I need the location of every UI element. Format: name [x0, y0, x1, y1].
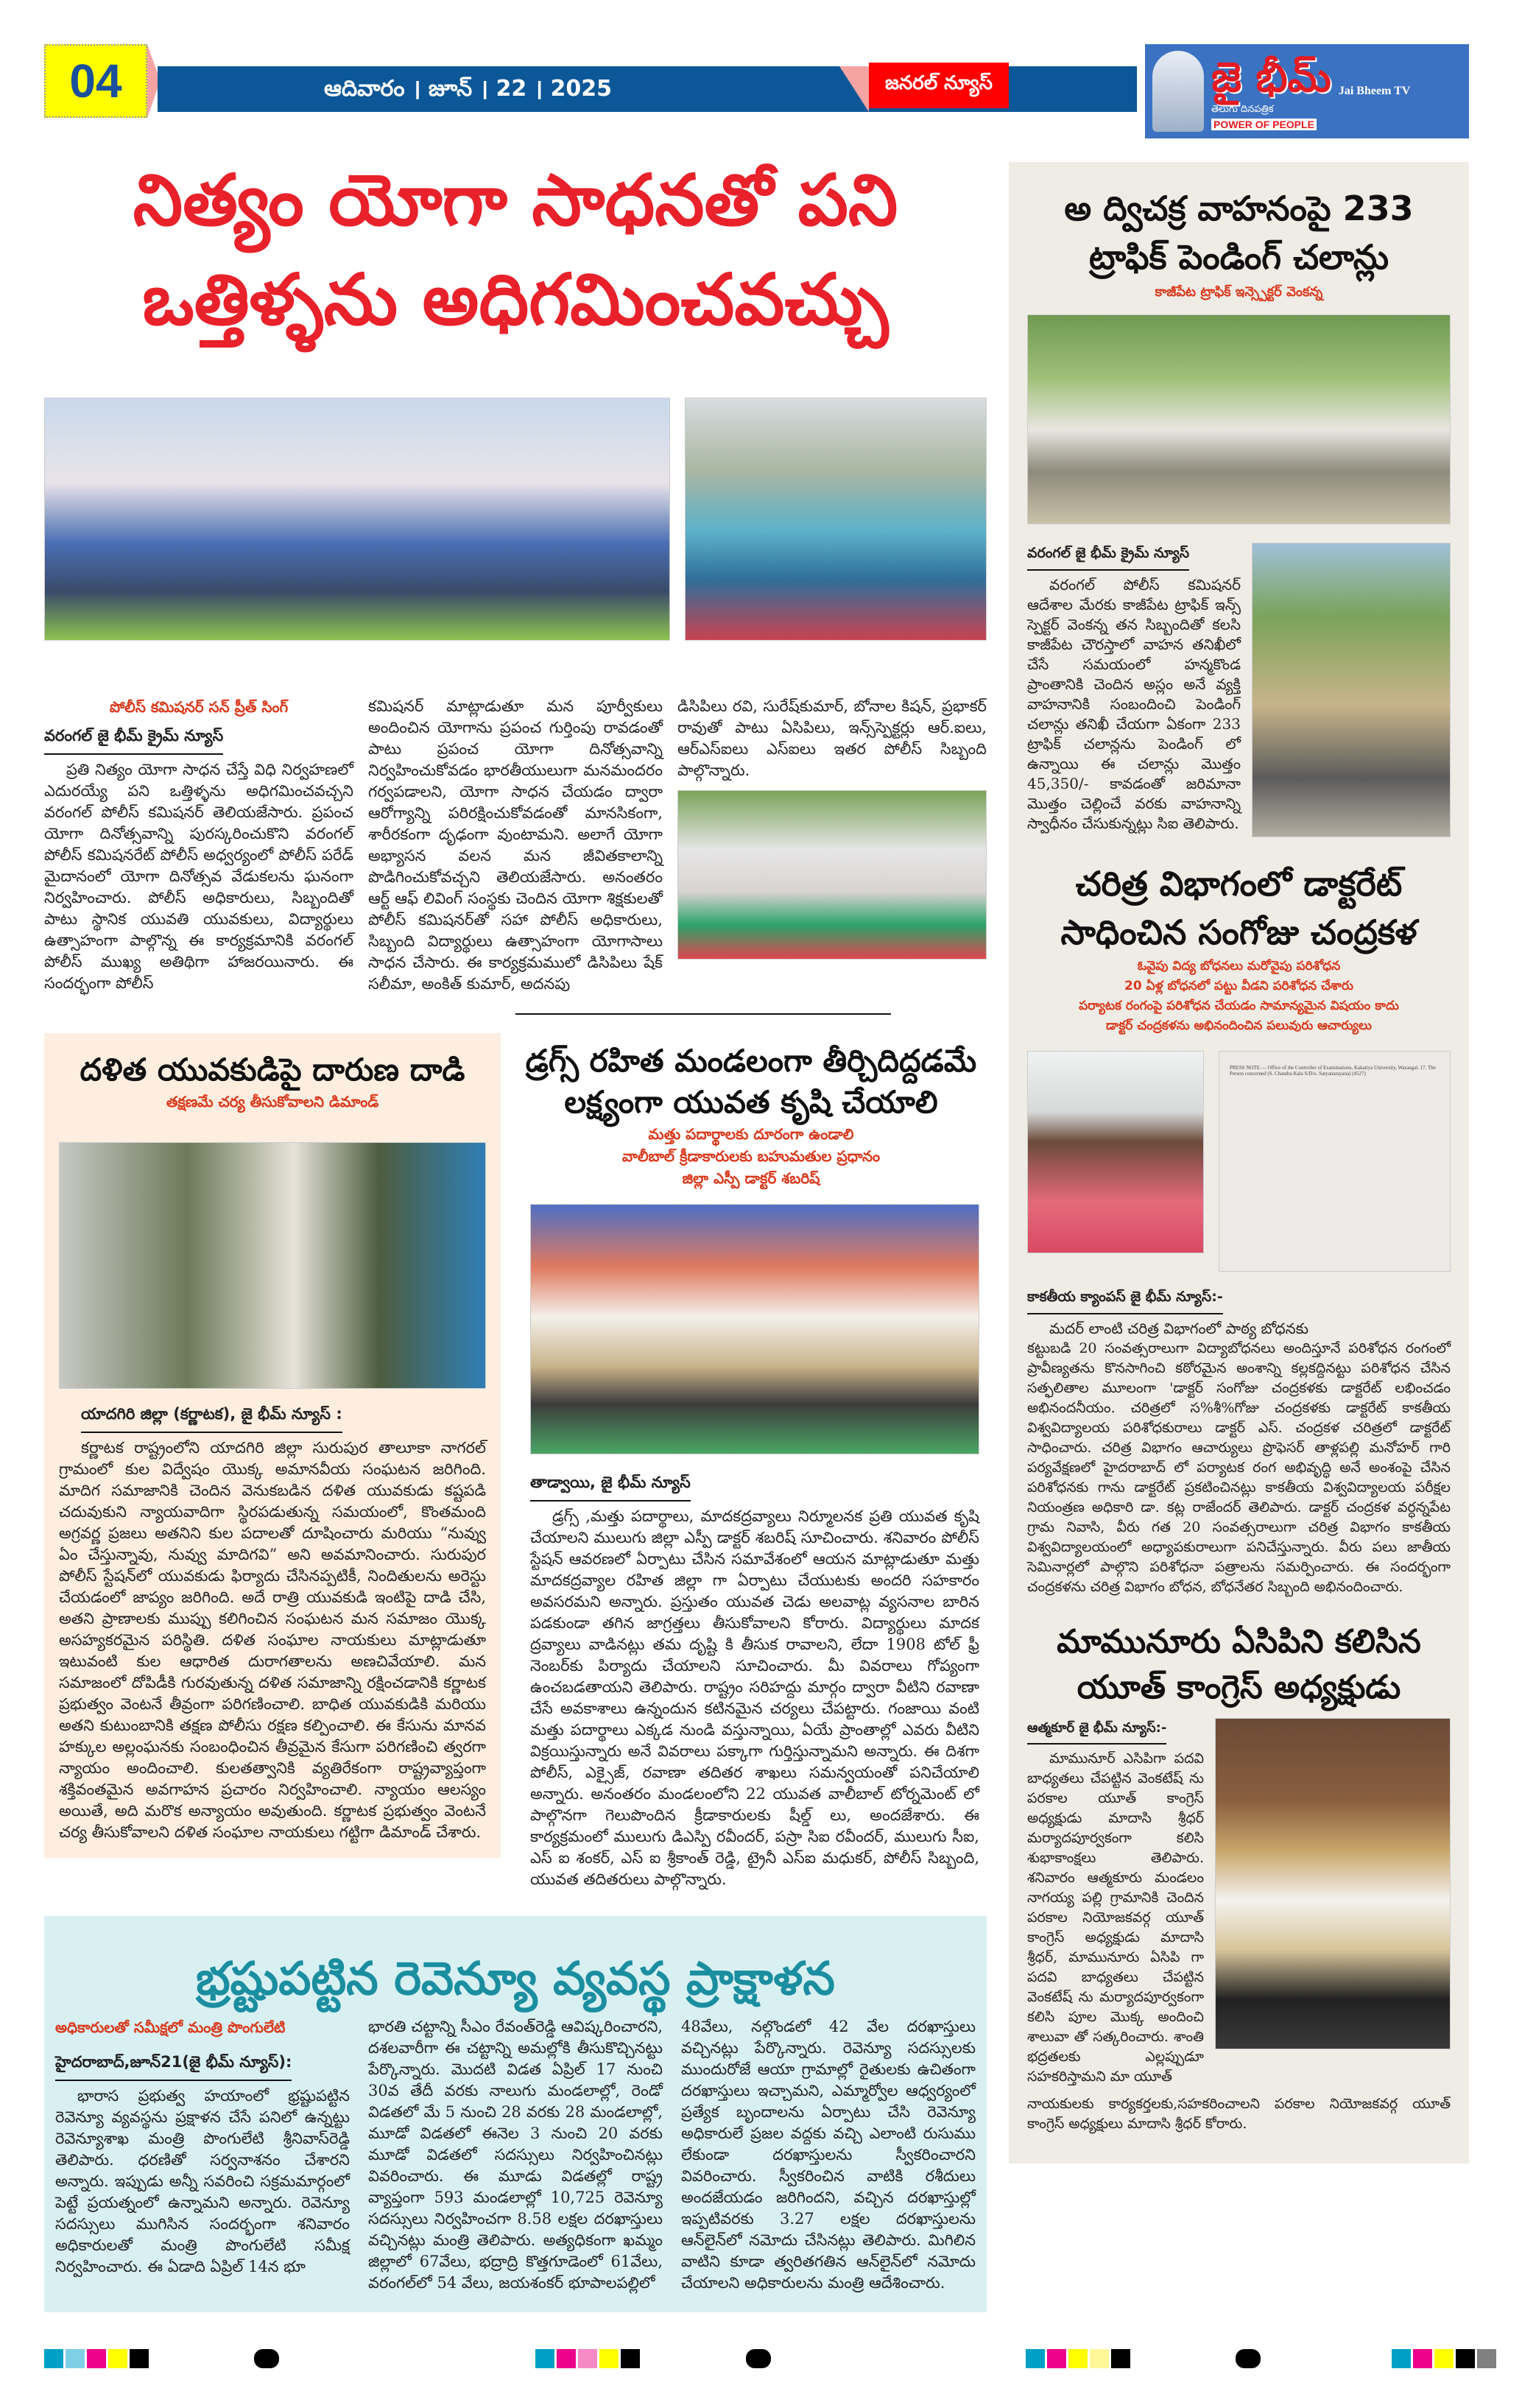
chandrakala-portrait [1027, 1051, 1204, 1253]
dalit-body: కర్ణాటక రాష్ట్రంలోని యాదగిరి జిల్లా సురుపుర తాలూకా నాగరల్ గ్రామంలో కుల విద్వేషం యొక్క అమానవీయ సంఘటన జరిగింది. మాదిగ సమాజానికి చెందిన వెనుకబడిన దళిత యువకుడు కష్టపడి చదువుకుని న్యాయవాదిగా స్థిరపడుతున్న సమయంలో, కొంతమంది అగ్రవర్ణ ప్రజలు అతనిని కుల పదాలతో దూషించారు మరియు “నువ్వు ఏం చేస్తున్నావు, నువ్వు మాదిగవి” అని అవమానించారు. సురుపుర పోలీస్ స్టేషన్‌లో యువకుడు ఫిర్యాదు చేసినప్పటికీ, నిందితులను అరెస్టు చేయడంలో జాప్యం జరిగింది. అదే రాత్రి యువకుడి ఇంటిపై దాడి చేసి, అతని ప్రాణాలకు ముప్పు కలిగించిన సంఘటన మన సమాజం యొక్క అసహ్యకరమైన పరిస్థితి. దళిత సంఘాల నాయకులు మాట్లాడుతూ ఇటువంటి కుల ఆధారిత దురాగతాలను అణచివేయాలి. మన సమాజంలో దోపిడీకి గురవుతున్న దళిత సమాజాన్ని రక్షించడానికి కర్ణాటక ప్రభుత్వం వెంటనే తీవ్రంగా పరిగణించాలి. బాధిత యువకుడికి మరియు అతని కుటుంబానికి తక్షణ పోలీసు రక్షణ కల్పించాలి. ఈ కేసును మానవ హక్కుల అల్లంఘనకు సంబంధించిన తీవ్రమైన కేసుగా పరిగణించి త్వరగా న్యాయం అందించాలి. కులతత్వానికి వ్యతిరేకంగా రాష్ట్రవ్యాప్తంగా శక్తివంతమైన అవగాహన ప్రచారం నిర్వహించాలి. న్యాయం ఆలస్యం అయితే, అది మరొక అన్యాయం అవుతుంది. కర్ణాటక ప్రభుత్వం వెంటనే చర్య తీసుకోవాలని దళిత సంఘాల నాయకులు గట్టిగా డిమాండ్ చేశారు. [59, 1439, 486, 1841]
dalit-dateline: యాదగిరి జిల్లా (కర్ణాటక), జై భీమ్ న్యూస్ : [81, 1405, 342, 1433]
youth-body: మామునూర్ ఎసిపిగా పదవి బాధ్యతలు చేపట్టిన వెంకటేష్ ను పరకాల యూత్ కాంగ్రెస్ అధ్యక్షుడు మాదాసి శ్రీధర్ మర్యాదపూర్వకంగా కలిసి శుభాకాంక్షలు తెలిపారు. శనివారం ఆత్మకూరు మండలం నాగయ్య పల్లి గ్రామానికి చెందిన పరకాల నియోజకవర్గ యూత్ కాంగ్రెస్ అధ్యక్షుడు మాదాసి శ్రీధర్, మామునూరు ఏసిపి గా పదవి బాధ్యతలు చేపట్టిన వెంకటేష్ ను మర్యాదపూర్వకంగా కలిసి పూల మొక్క అందించి శాలువా తో సత్కరించారు. శాంతి భద్రతలకు ఎల్లప్పుడూ సహకరిస్తామని మా యూత్ [1027, 1750, 1204, 2085]
page-header [0, 0, 1522, 151]
color-swatch [1456, 2349, 1475, 2368]
logo-tv: Jai Bheem TV [1338, 85, 1411, 97]
logo-tagline: తెలుగు దినపత్రిక [1211, 103, 1274, 115]
drugs-body-column [515, 1454, 987, 1890]
registration-mark [1236, 2349, 1261, 2368]
right-column [1009, 162, 1469, 2164]
color-swatch [130, 2349, 149, 2368]
youth-body-end: నాయకులకు కార్యకర్తలకు,సహకరించాలని పరకాల నియోజకవర్గ యూత్ కాంగ్రెస్ అధ్యక్షులు మాదాసి శ్రీధర్ కోరారు. [1027, 2096, 1451, 2132]
doctorate-story [1027, 859, 1451, 1036]
revenue-col-1 [55, 2012, 350, 2278]
section-tag: జనరల్ న్యూస్ [869, 63, 1009, 108]
yoga-body-3: డిసిపిలు రవి, సురేష్‌కుమార్, బోనాల కిషన్, ప్రభాకర్ రావుతో పాటు ఏసిపిలు, ఇన్స్‌స్పెక్టర్లు ఆర్.ఐలు, ఆర్ఎస్ఐలు ఎస్ఐలు ఇతర పోలీస్ సిబ్బంది పాల్గొన్నారు. [677, 697, 987, 779]
registration-bars-4 [1392, 2349, 1496, 2368]
doctorate-narrow-column [1027, 1286, 1451, 1339]
revenue-story-box [44, 1916, 987, 2312]
color-swatch [1026, 2349, 1045, 2368]
traffic-dateline: వరంగల్ జై భీమ్ క్రైమ్ న్యూస్ [1027, 545, 1189, 571]
revenue-dateline: హైదరాబాద్,జూన్21(జై భీమ్ న్యూస్): [55, 2053, 292, 2081]
youth-headline-line2: యూత్ కాంగ్రెస్ అధ్యక్షుడు [1077, 1669, 1401, 1706]
traffic-story [1027, 184, 1451, 303]
main-headline-line2: ఒత్తిళ్ళను అధిగమించవచ్చు [142, 258, 889, 341]
doctorate-subhead-2: 20 ఏళ్ల బోధనలో పట్టు వీడని పరిశోధన చేశారు [1124, 979, 1354, 993]
traffic-police-photo [1027, 314, 1451, 524]
dalit-story-box [44, 1033, 501, 1858]
revenue-body-1: భారాస ప్రభుత్వ హయాంలో భ్రష్టుపట్టిన రెవెన్యూ వ్యవస్థను ప్రక్షాళన చేసే పనిలో ఉన్నట్టు రెవెన్యూశాఖ మంత్రి పొంగులేటి శ్రీనివాస్‌రెడ్డి తెలిపారు. ధరణితో సర్వనాశనం చేశారని అన్నారు. ఇప్పుడు అన్నీ సవరించి సక్రమమార్గంలో పెట్టే ప్రయత్నంలో ఉన్నామని అన్నారు. రెవెన్యూ సదస్సులు ముగిసిన సందర్భంగా శనివారం అధికారులతో మంత్రి పొంగులేటి సమీక్ష నిర్వహించారు. ఈ ఏడాది ఏప్రిల్ 14న భూ [55, 2087, 350, 2275]
revenue-headline: భ్రష్టుపట్టిన రెవెన్యూ వ్యవస్థ ప్రాక్షాళన [196, 1951, 835, 2005]
yoga-text-row [44, 696, 987, 995]
youth-congress-acp-photo [1215, 1718, 1451, 2049]
drugs-subhead-2: వాలీబాల్ క్రీడాకారులకు బహుమతుల ప్రధానం [621, 1147, 881, 1165]
color-swatch [1068, 2349, 1088, 2368]
page-number: 04 [44, 44, 147, 118]
doctorate-subhead-3: పర్యాటక రంగంపై పరిశోధన చేయడం సామాన్యమైన విషయం కాదు [1079, 999, 1399, 1013]
color-swatch [1111, 2349, 1130, 2368]
registration-bars-1 [44, 2349, 149, 2368]
drugs-subhead-1: మత్తు పదార్థాలకు దూరంగా ఉండాలి [648, 1125, 854, 1143]
doctorate-headline-line1: చరిత్ర విభాగంలో డాక్టరేట్ [1075, 864, 1403, 904]
color-swatch [1434, 2349, 1454, 2368]
page-number-tail [147, 44, 158, 118]
revenue-columns [44, 2012, 987, 2294]
dalit-body-column [44, 1389, 501, 1843]
yoga-stage-photo [44, 398, 670, 641]
yoga-col-1 [44, 696, 353, 994]
doctorate-dateline: కాకతీయ క్యాంపస్ జై భీమ్ న్యూస్:- [1027, 1289, 1223, 1314]
drugs-body: డ్రగ్స్ ,మత్తు పదార్థాలు, మాదకద్రవ్యాలు నిర్మూలనక ప్రతి యువత కృషి చేయాలని ములుగు జిల్లా ఎస్పీ డాక్టర్ శబరిష్ సూచించారు. శనివారం పోలీస్ స్టేషన్ ఆవరణలో ఏర్పాటు చేసిన సమావేశంలో ఆయన మాట్లాడుతూ మత్తు మాదకద్రవ్యాల రహిత జిల్లా గా ఏర్పాటు చేయుటకు అందరి సహకారం అవసరమని అన్నారు. ప్రస్తుతం యువత చెడు అలవాట్ల వ్యసనాల బారిన పడకుండా తగిన జాగ్రత్తలు తీసుకోవాలని కోరారు. విద్యార్థులు మాదక ద్రవ్యాలు వాడినట్లు తమ దృష్టి కి తీసుక రావాలని, లేదా 1908 టోల్ ఫ్రీ నెంబర్‌కు పిర్యాదు చేయాలని సూచించారు. మీ వివరాలు గోప్యంగా ఉంచబడతాయని తెలిపారు. రాష్ట్రం సరిహద్దు మార్గం ద్వారా వీటిని రవాణా చేసే అవకాశాలు ఉన్నందున కటినమైన చర్యలు చేపట్టారు. గంజాయి వంటి మత్తు పదార్థాలు ఎక్కడ నుండి వస్తున్నాయి, ఏయే ప్రాంతాల్లో ఎవరు వీటిని విక్రయిస్తున్నారు అనే వివరాలు పక్కాగా గుర్తిస్తున్నామని అన్నారు. ఈ దిశగా పోలీస్, ఎక్సైజ్, రవాణా తదితర శాఖలు సమన్వయంతో పనిచేయాలి అన్నారు. అనంతరం మండలంలోని 22 యువత వాలీబాల్ టోర్నమెంట్ లో పాల్గొనగా గెలుపొందిన క్రీడాకారులకు షీల్డ్ లు, అందజేశారు. ఈ కార్యక్రమంలో ములుగు డిఎస్పి రవీందర్, పస్రా సిఐ రవీందర్, ములుగు సీఐ, ఎస్ ఐ శంకర్, ఎస్ ఐ శ్రీకాంత్ రెడ్డి, ట్రైనీ ఎస్ఐ మధుకర్, పోలీస్ సిబ్బంది, యువత తదితరులు పాల్గొన్నారు. [530, 1507, 979, 1888]
logo-masthead: జై భీమ్ [1211, 53, 1331, 102]
revenue-body-2: భారతి చట్టాన్ని సీఎం రేవంత్‌రెడ్డి ఆవిష్కరించారని, దశలవారీగా ఈ చట్టాన్ని అమల్లోకి తీసుకొచ్చినట్టు పేర్కొన్నారు. మొదటి విడత ఏప్రిల్ 17 నుంచి 30వ తేదీ వరకు నాలుగు మండలాల్లో, రెండో విడతలో మే 5 నుంచి 28 వరకు 28 మండలాల్లో, మూడో విడతలో ఈనెల 3 నుంచి 20 వరకు మూడో విడతలో సదస్సులు నిర్వహించినట్లు వివరించారు. ఈ మూడు విడతల్లో రాష్ట్ర వ్యాప్తంగా 593 మండలాల్లో 10,725 రెవెన్యూ సదస్సులు నిర్వహించగా 8.58 లక్షల దరఖాస్తులు వచ్చినట్లు మంత్రి తెలిపారు. అత్యధికంగా ఖమ్మం జిల్లాలో 67వేలు, భద్రాద్రి కొత్తగూడెంలో 61వేలు, వరంగల్‌లో 54 వేలు, జయశంకర్ భూపాలపల్లిలో [368, 2018, 663, 2292]
press-note-text: PRESS NOTE — Office of the Controller of Examinations, Kakatiya University, Warangal. 17. The Person concerned (S. Chandra Kala S/D/o. Satyanarayana) (4527) [1230, 1065, 1436, 1077]
masthead-logo [1145, 44, 1469, 138]
doctorate-image-row [1027, 1051, 1451, 1272]
doctorate-body-narrow: మదర్ లాంటి చరిత్ర విభాగంలో పాఠ్య బోధనకు [1049, 1320, 1309, 1337]
middle-stories-row [44, 1033, 987, 1890]
yoga-col-2 [368, 696, 663, 995]
color-swatch [44, 2349, 63, 2368]
main-headline [44, 151, 987, 350]
registration-bars-2 [535, 2349, 640, 2368]
color-swatch [66, 2349, 85, 2368]
doctorate-body: కట్టుబడి 20 సంవత్సరాలుగా విద్యాబోధనలు అందిస్తూనే పరిశోధన రంగంలో ప్రావీణ్యతను కొనసాగించి కఠోరమైన అంశాన్ని కల్లకద్దినట్టు పరిశోధన చేసిన సత్ఫలితాల మూలంగా 'డాక్టర్ సంగోజు చంద్రకళకు డాక్టరేట్ లభించడం అభినందనీయం. చరిత్రలో స%శీ%గోజు చంద్రకళకు డాక్టరేట్ కాకతీయ విశ్వవిద్యాలయ పరిశోధకురాలు డాక్టర్ ఎస్. చంద్రకళ చరిత్రలో డాక్టరేట్ సాధించారు. చరిత్ర విభాగం ఆచార్యులు ప్రొఫెసర్ తాళ్లపల్లి మనోహర్ గారి పర్యవేక్షణలో హైదరాబాద్ లో పర్యాటక రంగ అభివృద్ధి అనే అంశంపై చేసిన పరిశోధనకు గాను డాక్టరేట్ ప్రకటించినట్లు కాకతీయ విశ్వవిద్యాలయ పరీక్షల నియంత్రణ అధికారి డా. కట్ల రాజేందర్ తెలిపారు. డాక్టర్ చంద్రకళ వర్ధన్నపేట గ్రామ నివాసి, వీరు గత 20 సంవత్సరాలుగా చరిత్ర విభాగం కాకతీయ విశ్వవిద్యాలయంలో అధ్యాపకురాలుగా పనిచేస్తున్నారు. వీరు పలు జాతీయ సెమినార్లలో పాల్గొని పరిశోధనా పత్రాలను సమర్పించారు. ఈ సందర్భంగా చంద్రకళను చరిత్ర విభాగం బోధన, బోధనేతర సిబ్బంది అభినందించారు. [1027, 1340, 1451, 1595]
dalit-video-still [59, 1142, 486, 1389]
youth-body-column [1027, 1718, 1204, 2087]
youth-dateline: ఆత్మకూర్ జై భీమ్ న్యూస్:- [1027, 1720, 1166, 1745]
color-swatch [1477, 2349, 1496, 2368]
drugs-event-photo [530, 1204, 979, 1454]
yoga-photo-row [44, 398, 987, 641]
doctorate-headline-line2: సాధించిన సంగోజు చంద్రకళ [1060, 912, 1417, 952]
logo-slogan: POWER OF PEOPLE [1211, 119, 1317, 130]
traffic-bike-photo [1252, 543, 1451, 837]
color-swatch [87, 2349, 106, 2368]
press-note-document [1219, 1051, 1451, 1272]
traffic-text-row [1027, 543, 1451, 837]
color-swatch [621, 2349, 640, 2368]
yoga-group-photo [677, 790, 987, 960]
color-swatch [599, 2349, 619, 2368]
main-headline-line1: నిత్యం యోగా సాధనతో పని [133, 159, 898, 242]
yoga-meditation-photo [685, 398, 987, 641]
yoga-subhead: పోలీస్ కమిషనర్ సన్ ప్రీత్ సింగ్ [109, 698, 289, 716]
registration-bars-3 [1026, 2349, 1130, 2368]
dalit-subhead: తక్షణమే చర్య తీసుకోవాలని డిమాండ్ [166, 1093, 379, 1110]
issue-date: ఆదివారం । జూన్ । 22 । 2025 [324, 76, 612, 102]
traffic-headline-line1: అ ద్విచక్ర వాహనంపై 233 [1064, 189, 1414, 228]
yoga-body-2: కమిషనర్ మాట్లాడుతూ మన పూర్వీకులు అందించిన యోగాను ప్రపంచ గుర్తింపు రావడంతో పాటు ప్రపంచ యోగా దినోత్సవాన్ని నిర్వహించుకోవడం భారతీయులుగా మనమందరం గర్వపడాలని, యోగా సాధన చేయడం ద్వారా ఆరోగ్యాన్ని పరిరక్షించుకోవడంతో మానసికంగా, శారీరకంగా దృఢంగా వుంటామని. అలాగే యోగా అభ్యాసన వలన మన జీవితకాలాన్ని పొడిగించుకోవచ్చని తెలియజేసారు. అనంతరం ఆర్ట్ ఆఫ్ లివింగ్ సంస్థకు చెందిన యోగా శిక్షకులతో పోలీస్ కమిషనర్‌తో సహా పోలీస్ అధికారులు, సిబ్బంది విద్యార్థులు ఉత్సాహంగా యోగాసాలు సాధన చేసారు. ఈ కార్యక్రమములో డిసిపిలు షేక్ సలీమా, అంకిత్ కుమార్, అదనపు [368, 697, 663, 993]
revenue-col-3 [681, 2012, 976, 2294]
left-area [44, 151, 987, 2312]
page-body [0, 151, 1522, 2312]
drugs-headline-line1: డ్రగ్స్ రహిత మండలంగా తీర్చిదిద్దడమే [525, 1043, 977, 1079]
color-swatch [1047, 2349, 1066, 2368]
registration-mark [254, 2349, 279, 2368]
drugs-headline-line2: లక్ష్యంగా యువత కృషి చేయాలి [564, 1084, 938, 1120]
traffic-subhead: కాజీపేట ట్రాఫిక్ ఇన్స్పెక్టర్ వెంకన్న [1155, 284, 1323, 300]
color-swatch [1413, 2349, 1432, 2368]
color-swatch [535, 2349, 554, 2368]
color-swatch [1392, 2349, 1411, 2368]
color-swatch [578, 2349, 597, 2368]
section-divider [515, 1013, 891, 1015]
youth-text-row [1027, 1718, 1451, 2087]
yoga-body-1: ప్రతి నిత్యం యోగా సాధన చేస్తే విధి నిర్వహణలో ఎదురయ్యే పని ఒత్తిళ్ళను అధిగమించవచ్చని వరంగల్ పోలీస్ కమిషనర్ తెలియజేసారు. ప్రపంచ యోగా దినోత్సవాన్ని పురస్కరించుకొని వరంగల్ పోలీస్ కమిషనరేట్ పోలీస్ అధ్వర్యంలో పోలీస్ పరేడ్ మైదానంలో యోగా దినోత్సవ వేడుకలను ఘనంగా నిర్వహించారు. పోలీస్ అధికారులు, సిబ్బందితో పాటు స్థానిక యువతి యువకులు, విద్యార్థులు ఉత్సాహంగా పాల్గొన్న ఈ కార్యక్రమానికి వరంగల్ పోలీస్ ముఖ్య అతిథిగా హాజరయినారు. ఈ సందర్భంగా పోలీస్ [44, 761, 353, 992]
youth-story [1027, 1619, 1451, 1711]
revenue-body-3: 48వేలు, నల్గొండలో 42 వేల దరఖాస్తులు వచ్చినట్లు పేర్కొన్నారు. రెవెన్యూ సదస్సులకు ముందురోజే ఆయా గ్రామాల్లో రైతులకు ఉచితంగా దరఖాస్తులు ఇచ్చామని, ఎమ్మార్వోల ఆధ్వర్యంలో ప్రత్యేక బృందాలను ఏర్పాటు చేసి రెవెన్యూ అధికారులే ప్రజల వద్దకు వచ్చి ఎలాంటి రుసుము లేకుండా దరఖాస్తులను స్వీకరించారని వివరించారు. స్వీకరించిన వాటికి రశీదులు అందజేయడం జరిగిందని, వచ్చిన దరఖాస్తుల్లో ఇప్పటివరకు 3.27 లక్షల దరఖాస్తులను ఆన్‌లైన్‌లో నమోదు చేసినట్లు తెలిపారు. మిగిలిన వాటిని కూడా త్వరితగతిన ఆన్‌లైన్‌లో నమోదు చేయాలని అధికారులను మంత్రి ఆదేశించారు. [681, 2018, 976, 2292]
color-swatch [108, 2349, 127, 2368]
doctorate-subhead-1: ఓవైపు విద్య బోధనలు మరోవైపు పరిశోధన [1137, 959, 1341, 974]
yoga-col-3 [677, 696, 987, 960]
traffic-body: వరంగల్ పోలీస్ కమిషనర్ ఆదేశాల మేరకు కాజీపేట ట్రాఫిక్ ఇన్స్ స్పెక్టర్ వెంకన్న తన సిబ్బందితో కలసి కాజీపేట చౌరస్తాలో వాహన తనిఖీలో చేసే సమయంలో హన్మకొండ ప్రాంతానికి చెందిన అస్లం అనే వ్యక్తి వాహనానికి సంబందించి పెండింగ్ చలాన్లు తనిఖీ చేయగా ఏకంగా 233 ట్రాఫిక్ చలాన్లను పెండింగ్ లో ఉన్నాయి ఈ చలాన్లు మొత్తం 45,350/- కావడంతో జరిమానా మొత్తం చెల్లించే వరకు వాహనాన్ని స్వాధీనం చేసుకున్నట్లు సిఐ తెలిపారు. [1027, 576, 1241, 832]
doctorate-subhead-4: డాక్టర్ చంద్రకళను అభినందించిన పలువురు ఆచార్యులు [1106, 1018, 1372, 1033]
dalit-headline: దళిత యువకుడిపై దారుణ దాడి [80, 1052, 465, 1088]
drugs-dateline: తాడ్వాయి, జై భీమ్ న్యూస్ [530, 1474, 691, 1502]
traffic-headline-line2: ట్రాఫిక్ పెండింగ్ చలాన్లు [1088, 237, 1389, 277]
revenue-subhead: అధికారులతో సమీక్షలో మంత్రి పొంగులేటి [55, 2018, 286, 2036]
doctorate-body-column [1027, 1339, 1451, 1597]
color-swatch [1090, 2349, 1109, 2368]
color-swatch [557, 2349, 576, 2368]
traffic-body-column [1027, 543, 1241, 834]
ambedkar-portrait [1152, 51, 1204, 132]
page-footer [0, 2342, 1522, 2408]
youth-headline-line1: మామునూరు ఏసిపిని కలిసిన [1057, 1623, 1421, 1661]
yoga-dateline: వరంగల్ జై భీమ్ క్రైమ్ న్యూస్ [44, 727, 223, 755]
revenue-col-2 [368, 2012, 663, 2294]
drugs-story [515, 1033, 987, 1890]
registration-mark [746, 2349, 771, 2368]
drugs-subhead-3: జిల్లా ఎస్పీ డాక్టర్ శబరిష్ [682, 1169, 820, 1187]
youth-body-tail [1027, 2094, 1451, 2134]
